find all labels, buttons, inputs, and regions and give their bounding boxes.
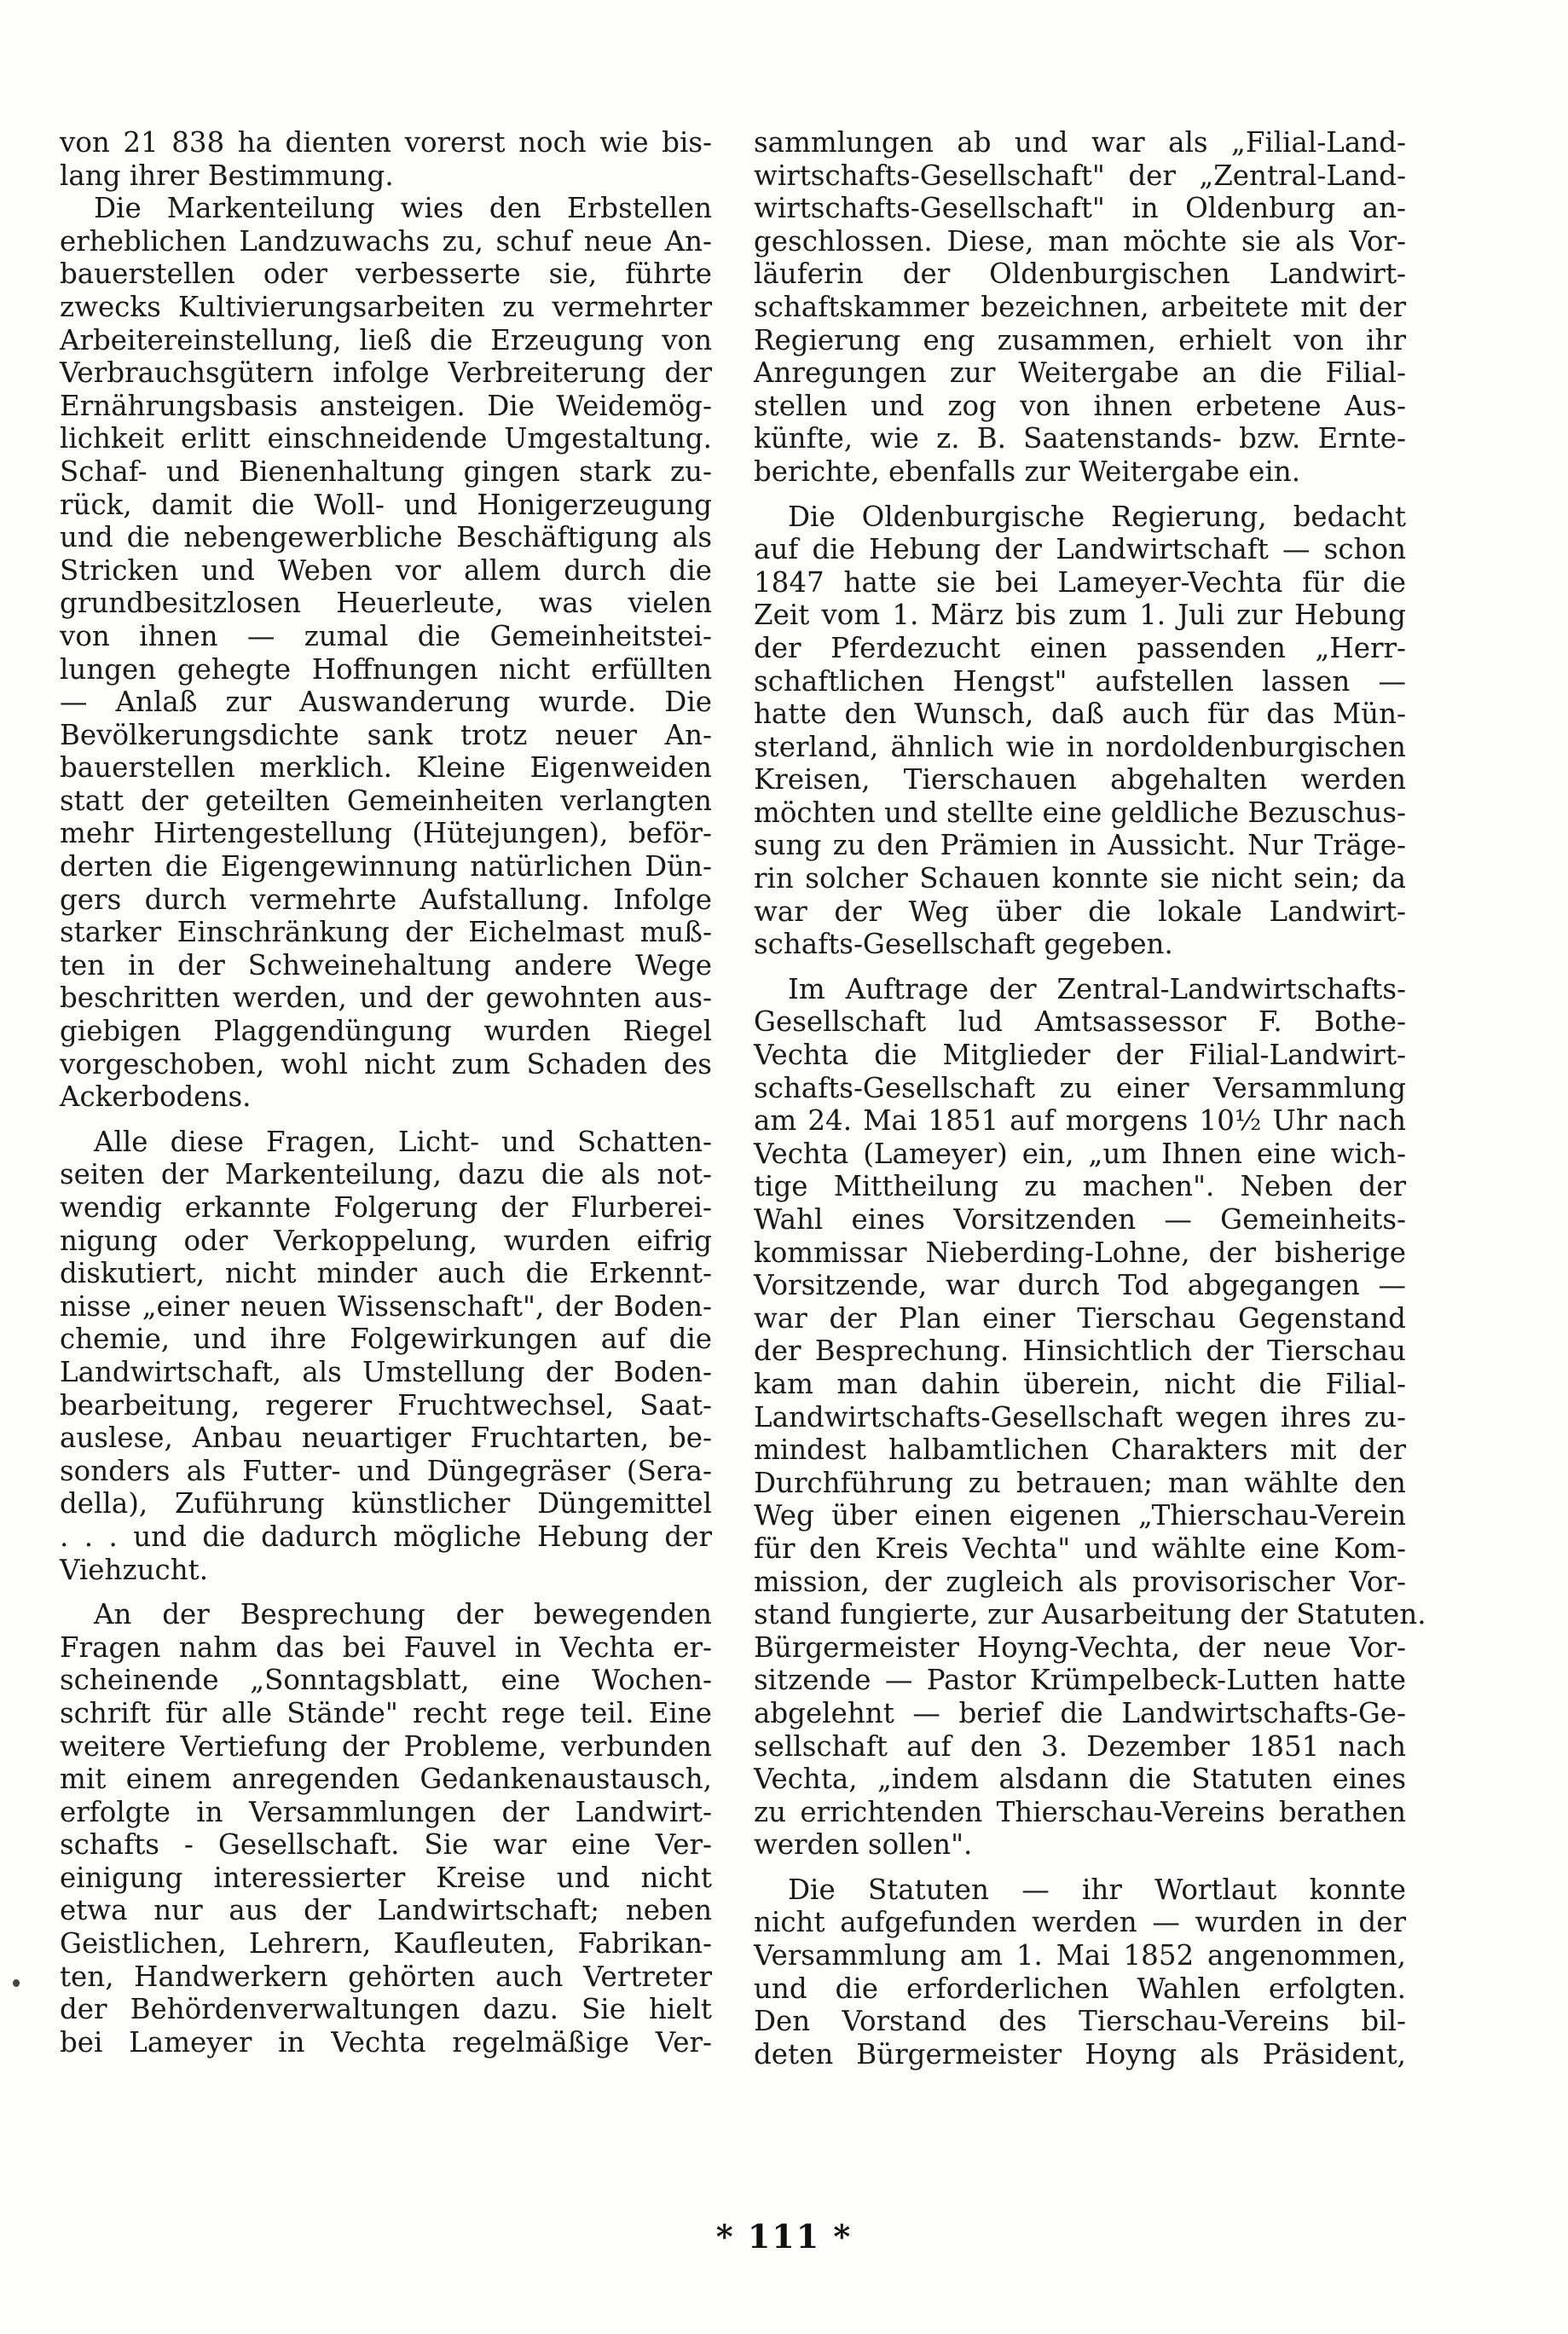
text-line: tige Mittheilung zu machen". Neben der <box>754 1170 1406 1203</box>
paragraph-gap <box>754 1862 1406 1874</box>
text-line: sonders als Futter- und Düngegräser (Sera- <box>60 1454 712 1487</box>
page-number: * 111 * <box>715 2217 853 2256</box>
text-line: statt der geteilten Gemeinheiten verlangten <box>60 784 712 817</box>
text-line: Geistlichen, Lehrern, Kaufleuten, Fabrikan- <box>60 1927 712 1960</box>
text-line: war der Weg über die lokale Landwirt- <box>754 895 1406 928</box>
text-line: derten die Eigengewinnung natürlichen Dün- <box>60 850 712 883</box>
text-line: mindest halbamtlichen Charakters mit der <box>754 1433 1406 1467</box>
text-line: schaftskammer bezeichnen, arbeitete mit der <box>754 290 1406 323</box>
text-line: schaftlichen Hengst" aufstellen lassen — <box>754 664 1406 698</box>
text-line: mehr Hirtengestellung (Hütejungen), beför- <box>60 817 712 850</box>
text-line: Bevölkerungsdichte sank trotz neuer An- <box>60 718 712 751</box>
text-line: wirtschafts-Gesellschaft" der „Zentral-Land- <box>754 159 1406 192</box>
text-line: einigung interessierter Kreise und nicht <box>60 1861 712 1894</box>
text-line: der Besprechung. Hinsichtlich der Tierschau <box>754 1335 1406 1368</box>
text-line: lichkeit erlitt einschneidende Umgestaltung. <box>60 422 712 455</box>
text-line: bauerstellen merklich. Kleine Eigenweiden <box>60 751 712 785</box>
text-line: Wahl eines Vorsitzenden — Gemeinheits- <box>754 1203 1406 1236</box>
text-line: — Anlaß zur Auswanderung wurde. Die <box>60 686 712 719</box>
text-line: Schaf- und Bienenhaltung gingen stark zu- <box>60 455 712 488</box>
text-line: rin solcher Schauen konnte sie nicht sein; da <box>754 862 1406 895</box>
text-line: rück, damit die Woll- und Honigerzeugung <box>60 488 712 521</box>
text-line: wendig erkannte Folgerung der Flurberei- <box>60 1191 712 1224</box>
text-line: Versammlung am 1. Mai 1852 angenommen, <box>754 1939 1406 1972</box>
text-line: lungen gehegte Hoffnungen nicht erfüllten <box>60 652 712 686</box>
text-line: mit einem anregenden Gedankenaustausch, <box>60 1763 712 1796</box>
text-line: sitzende — Pastor Krümpelbeck-Lutten hatte <box>754 1664 1406 1697</box>
text-line: Bürgermeister Hoyng-Vechta, der neue Vor- <box>754 1630 1406 1664</box>
text-line: abgelehnt — berief die Landwirtschafts-Ge- <box>754 1696 1406 1729</box>
text-line: giebigen Plaggendüngung wurden Riegel <box>60 1015 712 1048</box>
paragraph-gap <box>754 489 1406 501</box>
text-line: möchten und stellte eine geldliche Bezuschus- <box>754 796 1406 829</box>
ink-speck <box>13 1979 20 1987</box>
text-line: war der Plan einer Tierschau Gegenstand <box>754 1301 1406 1335</box>
text-line: bauerstellen oder verbesserte sie, führte <box>60 258 712 291</box>
text-line: bearbeitung, regerer Fruchtwechsel, Saat- <box>60 1388 712 1422</box>
text-line: schafts-Gesellschaft zu einer Versammlung <box>754 1071 1406 1104</box>
text-line: sammlungen ab und war als „Filial-Land- <box>754 126 1406 159</box>
text-line: ten, Handwerkern gehörten auch Vertreter <box>60 1960 712 1993</box>
text-line: Vechta, „indem alsdann die Statuten eines <box>754 1763 1406 1796</box>
text-line: am 24. Mai 1851 auf morgens 10½ Uhr nach <box>754 1104 1406 1138</box>
text-line: Vorsitzende, war durch Tod abgegangen — <box>754 1269 1406 1302</box>
paragraph-gap <box>60 1114 712 1126</box>
text-line: grundbesitzlosen Heuerleute, was vielen <box>60 587 712 620</box>
text-line: An der Besprechung der bewegenden <box>94 1598 712 1631</box>
text-line: Alle diese Fragen, Licht- und Schatten- <box>94 1125 712 1158</box>
text-line: sung zu den Prämien in Aussicht. Nur Träge- <box>754 829 1406 862</box>
text-line: Vechta die Mitglieder der Filial-Landwirt- <box>754 1039 1406 1072</box>
text-line: scheinende „Sonntagsblatt, eine Wochen- <box>60 1664 712 1697</box>
text-line: kam man dahin überein, nicht die Filial- <box>754 1367 1406 1400</box>
text-line: von 21 838 ha dienten vorerst noch wie bis- <box>60 126 712 159</box>
text-line: stellen und zog von ihnen erbetene Aus- <box>754 389 1406 422</box>
text-line: und die nebengewerbliche Beschäftigung als <box>60 521 712 554</box>
text-line: schafts - Gesellschaft. Sie war eine Ver- <box>60 1828 712 1862</box>
text-line: Durchführung zu betrauen; man wählte den <box>754 1466 1406 1499</box>
text-line: Anregungen zur Weitergabe an die Filial- <box>754 356 1406 390</box>
text-line: zu errichtenden Thierschau-Vereins berathen <box>754 1795 1406 1828</box>
right-text-column <box>754 126 1426 2070</box>
text-line: der Behördenverwaltungen dazu. Sie hielt <box>60 1993 712 2026</box>
text-line: läuferin der Oldenburgischen Landwirt- <box>754 258 1406 291</box>
text-line: nigung oder Verkoppelung, wurden eifrig <box>60 1224 712 1257</box>
text-line: chemie, und ihre Folgewirkungen auf die <box>60 1323 712 1356</box>
text-line: lang ihrer Bestimmung. <box>60 159 394 192</box>
text-line: werden sollen". <box>754 1828 973 1862</box>
text-line: . . . und die dadurch mögliche Hebung der <box>60 1520 712 1553</box>
paragraph-gap <box>754 961 1406 973</box>
text-line: Ackerbodens. <box>60 1080 252 1114</box>
text-line: sterland, ähnlich wie in nordoldenburgischen <box>754 730 1406 763</box>
text-line: Zeit vom 1. März bis zum 1. Juli zur Hebung <box>754 599 1406 632</box>
text-line: seiten der Markenteilung, dazu die als not- <box>60 1158 712 1191</box>
text-line: Im Auftrage der Zentral-Landwirtschafts- <box>788 972 1406 1005</box>
text-line: der Pferdezucht einen passenden „Herr- <box>754 631 1406 664</box>
text-line: für den Kreis Vechta" und wählte eine Kom- <box>754 1532 1406 1565</box>
text-line: Den Vorstand des Tierschau-Vereins bil- <box>754 2005 1406 2038</box>
text-line: ten in der Schweinehaltung andere Wege <box>60 948 712 982</box>
text-line: della), Zuführung künstlicher Düngemittel <box>60 1487 712 1520</box>
text-line: vorgeschoben, wohl nicht zum Schaden des <box>60 1047 712 1080</box>
text-line: bei Lameyer in Vechta regelmäßige Ver- <box>60 2025 712 2059</box>
text-line: sellschaft auf den 3. Dezember 1851 nach <box>754 1729 1406 1763</box>
text-line: nicht aufgefunden werden — wurden in der <box>754 1906 1406 1939</box>
text-line: mission, der zugleich als provisorischer Vor- <box>754 1565 1406 1598</box>
text-line: und die erforderlichen Wahlen erfolgten. <box>754 1972 1406 2005</box>
text-line: künfte, wie z. B. Saatenstands- bzw. Ernte- <box>754 422 1406 455</box>
text-line: Stricken und Weben vor allem durch die <box>60 553 712 587</box>
text-line: starker Einschränkung der Eichelmast muß- <box>60 916 712 949</box>
text-line: weitere Vertiefung der Probleme, verbunden <box>60 1729 712 1763</box>
left-text-column <box>60 126 712 2059</box>
text-line: Die Markenteilung wies den Erbstellen <box>94 192 712 225</box>
text-line: Arbeitereinstellung, ließ die Erzeugung von <box>60 323 712 356</box>
text-line: kommissar Nieberding-Lohne, der bisherige <box>754 1236 1406 1269</box>
text-line: Fragen nahm das bei Fauvel in Vechta er- <box>60 1630 712 1664</box>
text-line: wirtschafts-Gesellschaft" in Oldenburg an- <box>754 192 1406 225</box>
text-line: nisse „einer neuen Wissenschaft", der Boden- <box>60 1289 712 1323</box>
text-line: schrift für alle Stände" recht rege teil. Eine <box>60 1696 712 1729</box>
text-line: Landwirtschaft, als Umstellung der Boden- <box>60 1355 712 1388</box>
text-line: erfolgte in Versammlungen der Landwirt- <box>60 1795 712 1828</box>
text-line: schafts-Gesellschaft gegeben. <box>754 928 1173 961</box>
text-line: hatte den Wunsch, daß auch für das Mün- <box>754 698 1406 731</box>
text-line: stand fungierte, zur Ausarbeitung der Statuten. <box>754 1598 1426 1631</box>
text-line: geschlossen. Diese, man möchte sie als Vor- <box>754 224 1406 258</box>
text-line: gers durch vermehrte Aufstallung. Infolge <box>60 883 712 916</box>
text-line: Viehzucht. <box>60 1553 209 1586</box>
text-line: beschritten werden, und der gewohnten aus- <box>60 982 712 1015</box>
text-line: berichte, ebenfalls zur Weitergabe ein. <box>754 455 1301 488</box>
text-line: auf die Hebung der Landwirtschaft — schon <box>754 533 1406 566</box>
text-line: deten Bürgermeister Hoyng als Präsident, <box>754 2037 1406 2070</box>
text-line: auslese, Anbau neuartiger Fruchtarten, be- <box>60 1422 712 1455</box>
paragraph-gap <box>60 1586 712 1598</box>
text-line: zwecks Kultivierungsarbeiten zu vermehrter <box>60 290 712 323</box>
text-line: Vechta (Lameyer) ein, „um Ihnen eine wich- <box>754 1137 1406 1170</box>
text-line: etwa nur aus der Landwirtschaft; neben <box>60 1894 712 1927</box>
text-line: Gesellschaft lud Amtsassessor F. Bothe- <box>754 1005 1406 1039</box>
text-line: Die Statuten — ihr Wortlaut konnte <box>788 1873 1406 1906</box>
text-line: diskutiert, nicht minder auch die Erkennt- <box>60 1257 712 1290</box>
text-line: Regierung eng zusammen, erhielt von ihr <box>754 323 1406 356</box>
text-line: Kreisen, Tierschauen abgehalten werden <box>754 763 1406 796</box>
text-line: erheblichen Landzuwachs zu, schuf neue An- <box>60 224 712 258</box>
text-line: Weg über einen eigenen „Thierschau-Verein <box>754 1499 1406 1532</box>
text-line: Ernährungsbasis ansteigen. Die Weidemög- <box>60 389 712 422</box>
text-line: Verbrauchsgütern infolge Verbreiterung der <box>60 356 712 390</box>
text-line: Landwirtschafts-Gesellschaft wegen ihres zu- <box>754 1400 1406 1433</box>
text-line: von ihnen — zumal die Gemeinheitstei- <box>60 619 712 652</box>
text-line: Die Oldenburgische Regierung, bedacht <box>788 500 1406 533</box>
text-line: 1847 hatte sie bei Lameyer-Vechta für die <box>754 565 1406 599</box>
